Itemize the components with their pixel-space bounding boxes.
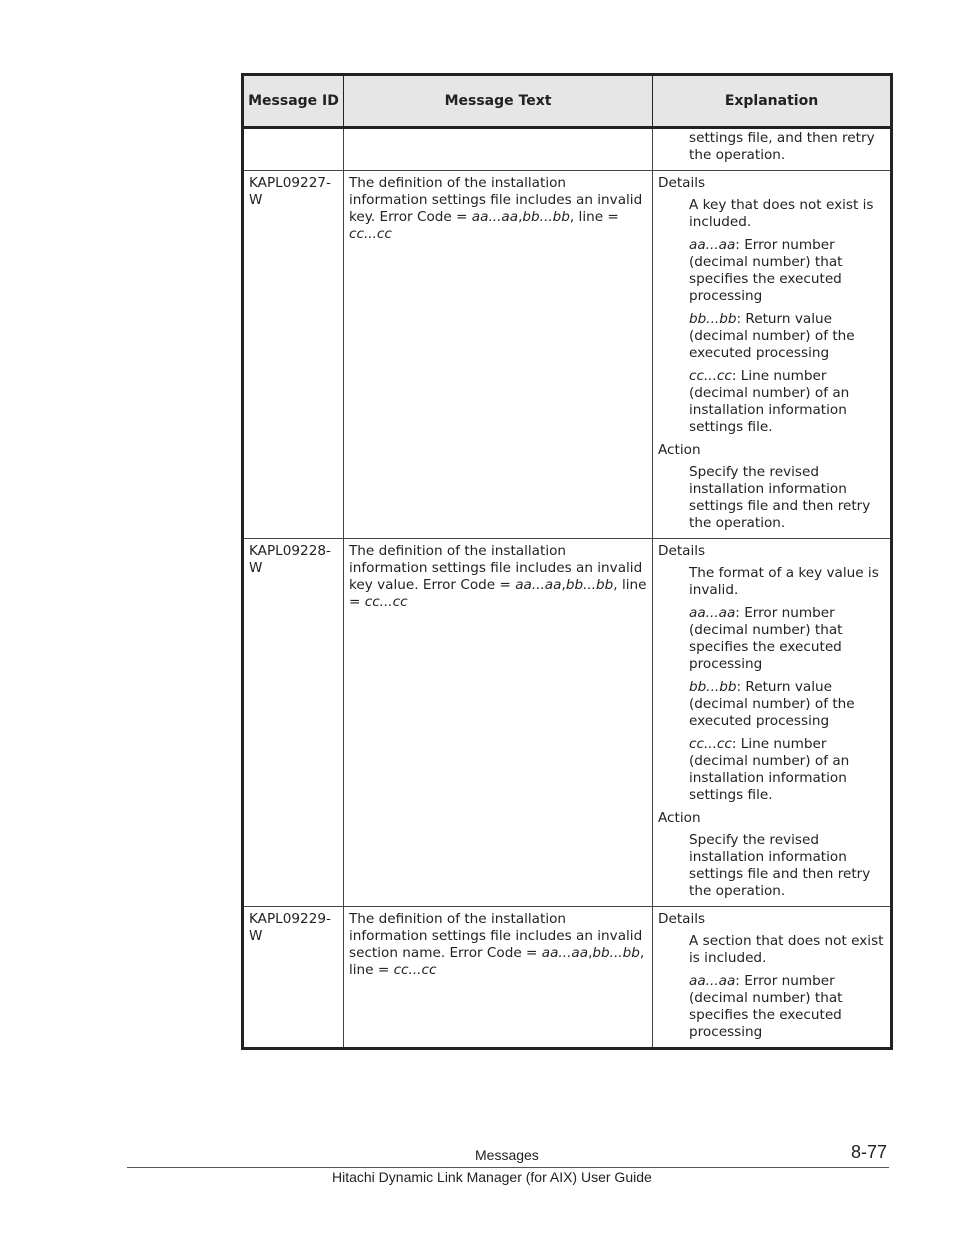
message-id: KAPL09229-W	[243, 907, 344, 1049]
message-text: The definition of the installation information settings file includes an invalid key value. Error Code = aa...aa,bb...bb, line = cc...cc	[344, 539, 653, 907]
message-id: KAPL09228-W	[243, 539, 344, 907]
action-text: Specify the revised installation information settings file and then retry the operation.	[689, 832, 871, 899]
message-explanation	[653, 907, 892, 1049]
continuation-text: settings file, and then retry the operation.	[689, 130, 875, 163]
details-text: A key that does not exist is included.	[689, 197, 874, 230]
messages-table	[241, 73, 893, 1050]
table-row	[243, 907, 892, 1049]
cell-text-empty	[344, 128, 653, 171]
page-number: 8-77	[851, 1142, 888, 1162]
message-explanation	[653, 539, 892, 907]
footer-section-title: Messages	[475, 1147, 539, 1163]
message-explanation	[653, 171, 892, 539]
bb-description: bb...bb: Return value (decimal number) of the executed processing	[689, 679, 855, 729]
message-text: The definition of the installation information settings file includes an invalid key. Error Code = aa...aa,bb...bb, line = cc...cc	[344, 171, 653, 539]
details-text: The format of a key value is invalid.	[689, 565, 879, 598]
details-label: Details	[658, 911, 706, 927]
cell-explanation-continued	[653, 128, 892, 171]
table-row	[243, 539, 892, 907]
footer-document-title: Hitachi Dynamic Link Manager (for AIX) User Guide	[332, 1169, 652, 1185]
cc-description: cc...cc: Line number (decimal number) of an installation information settings file.	[689, 736, 850, 803]
action-text: Specify the revised installation information settings file and then retry the operation.	[689, 464, 871, 531]
aa-description: aa...aa: Error number (decimal number) that specifies the executed processing	[689, 973, 843, 1040]
details-text: A section that does not exist is included.	[689, 933, 884, 966]
header-explanation: Explanation	[653, 75, 892, 128]
details-label: Details	[658, 543, 706, 559]
table-row-continuation	[243, 128, 892, 171]
header-message-text: Message Text	[344, 75, 653, 128]
action-label: Action	[658, 442, 701, 458]
cell-id-empty	[243, 128, 344, 171]
footer-divider	[127, 1167, 889, 1168]
cc-description: cc...cc: Line number (decimal number) of an installation information settings file.	[689, 368, 850, 435]
bb-description: bb...bb: Return value (decimal number) of the executed processing	[689, 311, 855, 361]
aa-description: aa...aa: Error number (decimal number) that specifies the executed processing	[689, 237, 843, 304]
aa-description: aa...aa: Error number (decimal number) that specifies the executed processing	[689, 605, 843, 672]
details-label: Details	[658, 175, 706, 191]
header-message-id: Message ID	[243, 75, 344, 128]
action-label: Action	[658, 810, 701, 826]
table-row	[243, 171, 892, 539]
message-id: KAPL09227-W	[243, 171, 344, 539]
header-row	[243, 75, 892, 128]
message-text: The definition of the installation information settings file includes an invalid section name. Error Code = aa...aa,bb...bb, line = cc...cc	[344, 907, 653, 1049]
